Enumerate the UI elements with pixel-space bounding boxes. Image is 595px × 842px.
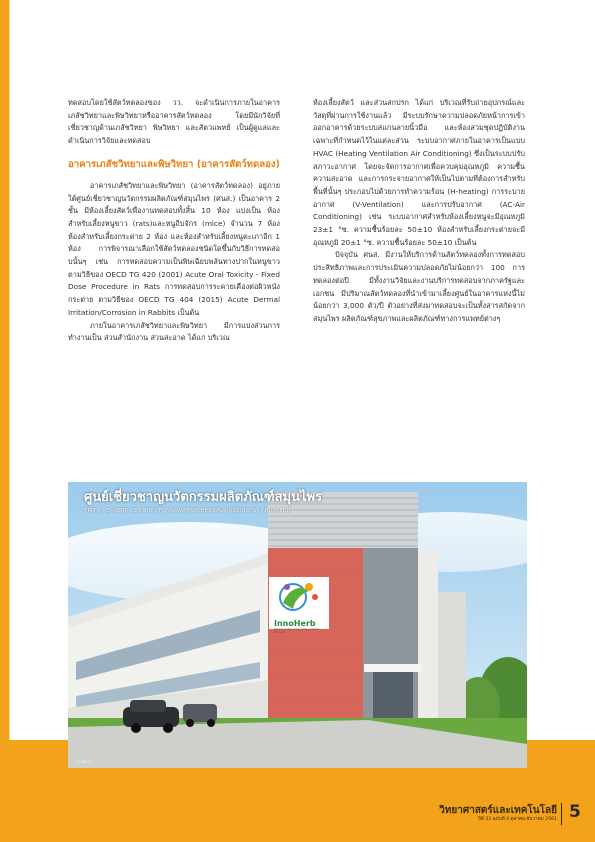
building-photo: [68, 482, 527, 768]
footer-journal-title: วิทยาศาสตร์และเทคโนโลยี: [439, 805, 557, 816]
side-annex: [438, 592, 466, 720]
car-cabin: [130, 700, 166, 712]
car-wheel: [163, 723, 173, 733]
right-paragraph-1: ห้องเลี้ยงสัตว์ และส่วนสกปรก ได้แก่ บริเวณที่รับถ่ายอุปกรณ์และวัสดุที่ผ่านการใช้งานแล้ว มีระบบรักษาความปลอดภัยหน้าการเข้าออกอาคารด้วยระบบสแกนลายนิ้วมือ และห้องสวมชุดปฏิบัติงานเฉพาะที่กำหนดไว้ในแต่ละส่วน ระบบอากาศภายในอาคารเป็นแบบ HVAC (Heating Ventilation Air Conditioning) ซึ่งเป็นระบบปรับสภาวะอากาศ โดยจะจัดการอากาศเพื่อควบคุมอุณหภูมิ ความชื้น ความสะอาด และการกระจายอากาศให้เป็นไปตามที่ต้องการสำหรับพื้นที่นั้นๆ ประกอบไปด้วยการทำความร้อน (H-heating) การระบายอากาศ (V-Ventilation) และการปรับอากาศ (AC-Air Conditioning) เช่น ระบบอากาศสำหรับห้องเลี้ยงหนูจะมีอุณหภูมิ 23±1 °ซ. ความชื้นร้อยละ 50±10 ห้องสำหรับเลี้ยงกระต่ายจะมีอุณหภูมิ 20±1 °ซ. ความชื้นร้อยละ 50±10 เป็นต้น: [313, 98, 525, 247]
car-wheel: [207, 719, 215, 727]
innoherb-logo-text: InnoHerb: [274, 619, 316, 628]
left-paragraph-2: อาคารเภสัชวิทยาและพิษวิทยา (อาคารสัตว์ทดลอง) อยู่ภายใต้ศูนย์เชี่ยวชาญนวัตกรรมผลิตภัณฑ์สมุนไพร (ศนส.) เป็นอาคาร 2 ชั้น มีห้องเลี้ยงสัตว์เพื่องานทดสอบทั้งสิ้น 10 ห้อง แบ่งเป็น ห้องสำหรับเลี้ยงหนูขาว (rats)และหนูถีบจักร (mice) จำนวน 7 ห้อง ห้องสำหรับเลี้ยงกระต่าย 2 ห้อง และห้องสำหรับเลี้ยงหนูตะเภาอีก 1 ห้อง การพิจารณาเลือกใช้สัตว์ทดลองชนิดใดขึ้นกับวิธีการทดสอบนั้นๆ เช่น การทดสอบความเป็นพิษเฉียบพลันทางปากในหนูขาว ตามวิธีของ OECD TG 420 (2001) Acute Oral Toxicity - Fixed Dose Procedure in Rats การทดสอบการระคายเคืองต่อผิวหนังกระต่าย ตามวิธีของ OECD TG 404 (2015) Acute Dermal Irritation/Corrosion in Rabbits เป็นต้น: [68, 180, 280, 317]
footer-divider: [561, 803, 562, 825]
entrance-canopy: [364, 664, 422, 672]
left-accent-bar: [0, 0, 9, 842]
right-paragraph-2: ปัจจุบัน ศนส. มีงานให้บริการด้านสัตว์ทดลองทั้งการทดสอบประสิทธิภาพและการประเมินความปลอดภัยไม่น้อยกว่า 100 การทดลองต่อปี มีทั้งงานวิจัยและงานบริการทดสอบจากภาครัฐและเอกชน มีปริมาณสัตว์ทดลองที่นำเข้ามาเลี้ยงศูนย์ในอาคารแห่งนี้ไม่น้อยกว่า 3,000 ตัว/ปี ตัวอย่างที่ส่งมาทดสอบจะเป็นทั้งสารสกัดจากสมุนไพร ผลิตภัณฑ์สุขภาพและผลิตภัณฑ์ทางการแพทย์ต่างๆ: [313, 250, 525, 323]
car-wheel: [131, 723, 141, 733]
innoherb-logo-icon: [269, 577, 329, 617]
page-number: 5: [569, 802, 581, 822]
entrance-door: [373, 672, 413, 720]
photo-title: ศูนย์เชี่ยวชาญนวัตกรรมผลิตภัณฑ์สมุนไพร: [84, 490, 323, 505]
left-accent-divider: [9, 0, 10, 842]
photo-credit: ภาพ: วว.: [78, 759, 94, 764]
car-wheel: [186, 719, 194, 727]
right-text-column: [313, 97, 525, 326]
footer-issue-info: ปีที่ 33 ฉบับที่ 4 ตุลาคม-ธันวาคม 2561: [477, 817, 557, 822]
innoherb-logo-tagline: Expert Centre of Innovative Herbal Products: [274, 628, 320, 635]
photo-subtitle: TISTR : EXPERT CENTER OF INNOVATIVE HERBAL PRODUCTS, INNOHERB: [84, 508, 291, 514]
left-text-column: [68, 97, 280, 345]
section-heading: อาคารเภสัชวิทยาและพิษวิทยา (อาคารสัตว์ทดลอง): [68, 158, 280, 170]
side-wall: [418, 552, 438, 720]
left-paragraph-3: ภายในอาคารเภสัชวิทยาและพิษวิทยา มีการแบ่งส่วนการทำงานเป็น ส่วนสำนักงาน ส่วนสะอาด ได้แก่ บริเวณ: [68, 320, 280, 343]
left-paragraph-1: ทดสอบโดยใช้สัตว์ทดลองของ วว. จะดำเนินการภายในอาคารเภสัชวิทยาและพิษวิทยาหรืออาคารสัตว์ทดลอง โดยมีนักวิจัยที่เชี่ยวชาญด้านเภสัชวิทยา พิษวิทยา และสัตวแพทย์ เป็นผู้ดูแลและดำเนินการวิจัยและทดสอบ: [68, 98, 280, 146]
